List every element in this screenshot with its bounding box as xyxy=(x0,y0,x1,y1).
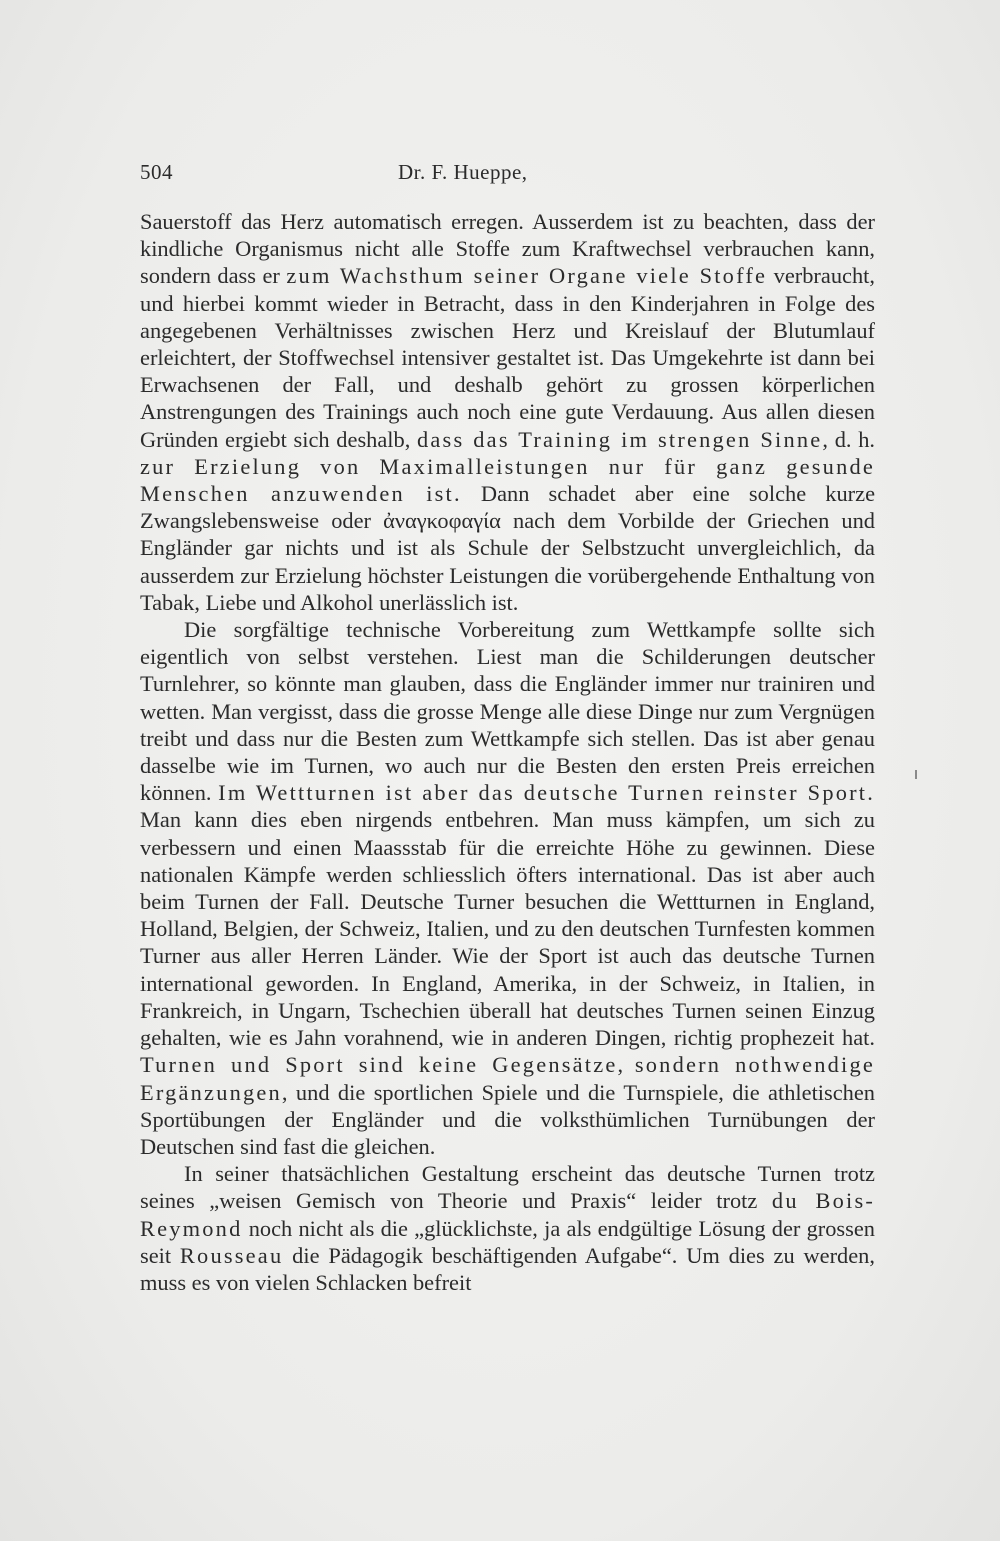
text-run: Man kann dies eben nirgends entbehren. Man muss kämpfen, um sich zu verbessern und einen Maassstab für die erreichte Höhe zu gewinnen. Diese nationalen Kämpfe werden schliesslich öfters international. Das ist aber auch beim Turnen der Fall. Deutsche Turner besuchen die Wettturnen in England, Holland, Belgien, der Schweiz, Italien, und zu den deutschen Turnfesten kommen Turner aus aller Herren Länder. Wie der Sport ist auch das deutsche Turnen international geworden. In England, Amerika, in der Schweiz, in Italien, in Frankreich, in Ungarn, Tschechien überall hat deutsches Turnen seinen Einzug gehalten, wie es Jahn vorahnend, wie in anderen Dingen, richtig prophezeit hat. xyxy=(140,807,875,1051)
text-run: die Pädagogik beschäftigenden Aufgabe“. Um dies zu werden, muss es von vielen Schlacken befreit xyxy=(140,1242,875,1295)
text-run: Die sorgfältige technische Vorbereitung zum Wettkampfe sollte sich eigentlich von selbst verstehen. Liest man die Schilderungen deutscher Turnlehrer, so könnte man glauben, dass die Engländer immer nur trainiren und wetten. Man vergisst, dass die grosse Menge alle diese Dinge nur zum Vergnügen treibt und dass nur die Besten zum Wettkampfe sich stellen. Das ist aber genau dasselbe wie im Turnen, wo auch nur die Besten den ersten Preis erreichen können. xyxy=(140,617,875,806)
body-text xyxy=(140,208,875,1296)
spaced-text-run: sondern nothwendige Ergänzungen xyxy=(140,1052,876,1105)
text-run: Dann schadet aber eine solche kurze Zwangslebensweise oder ἀναγκοφαγία nach dem Vorbilde der Griechen und Engländer gar nichts und ist als Schule der Selbstzucht unvergleichlich, da ausserdem zur Erzielung höchster Leistungen die vorübergehende Enthaltung von Tabak, Liebe und Alkohol unerlässlich ist. xyxy=(140,481,876,615)
spaced-text-run: du Bois-Reymond xyxy=(140,1188,876,1241)
spaced-text-run: zum Wachsthum seiner Organe viele Stoffe xyxy=(286,263,768,289)
text-run: verbraucht, und hierbei kommt wieder in Betracht, dass in den Kinderjahren in Folge des angegebenen Verhältnisses zwischen Herz und Kreislauf der Blutumlauf erleichtert, der Stoffwechsel intensiver gestaltet ist. Das Umgekehrte ist dann bei Erwachsenen der Fall, und deshalb gehört zu grossen körperlichen Anstrengungen des Trainings auch noch eine gute Verdauung. Aus allen diesen Gründen ergiebt sich deshalb, xyxy=(140,263,875,452)
page-header xyxy=(140,160,875,194)
book-page xyxy=(140,160,875,1296)
spaced-text-run: dass das Training im strengen Sinne xyxy=(417,426,823,452)
text-run: , d. h. xyxy=(822,426,875,452)
paragraph-3 xyxy=(140,1160,875,1296)
page-number: 504 xyxy=(140,160,173,184)
running-head: Dr. F. Hueppe, xyxy=(398,160,528,184)
text-run: , und die sportlichen Spiele und die Turnspiele, die athletischen Sportübungen der Engländer und die volksthümlichen Turnübungen der Deutschen sind fast die gleichen. xyxy=(140,1079,875,1159)
margin-mark xyxy=(915,770,917,779)
spaced-text-run: Im Wettturnen ist aber das deutsche Turnen reinster Sport. xyxy=(218,780,875,806)
text-run: noch nicht als die „glücklichste, ja als endgültige Lösung der grossen seit xyxy=(140,1215,875,1268)
text-run: Sauerstoff das Herz automatisch erregen. Ausserdem ist zu beachten, dass der kindliche Organismus nicht alle Stoffe zum Kraftwechsel verbrauchen kann, sondern dass er xyxy=(140,209,875,289)
spaced-text-run: zur Erzielung von Maximalleistungen nur für ganz gesunde Menschen anzuwenden ist. xyxy=(140,453,875,507)
spaced-text-run: Rousseau xyxy=(179,1242,284,1268)
paragraph-2 xyxy=(140,616,875,1160)
text-run: In seiner thatsächlichen Gestaltung erscheint das deutsche Turnen trotz seines „weisen Gemisch von Theorie und Praxis“ leider trotz xyxy=(140,1161,875,1214)
text-run: , xyxy=(617,1052,635,1078)
paragraph-1 xyxy=(140,208,875,616)
spaced-text-run: Turnen und Sport sind keine Gegensätze xyxy=(140,1052,618,1078)
